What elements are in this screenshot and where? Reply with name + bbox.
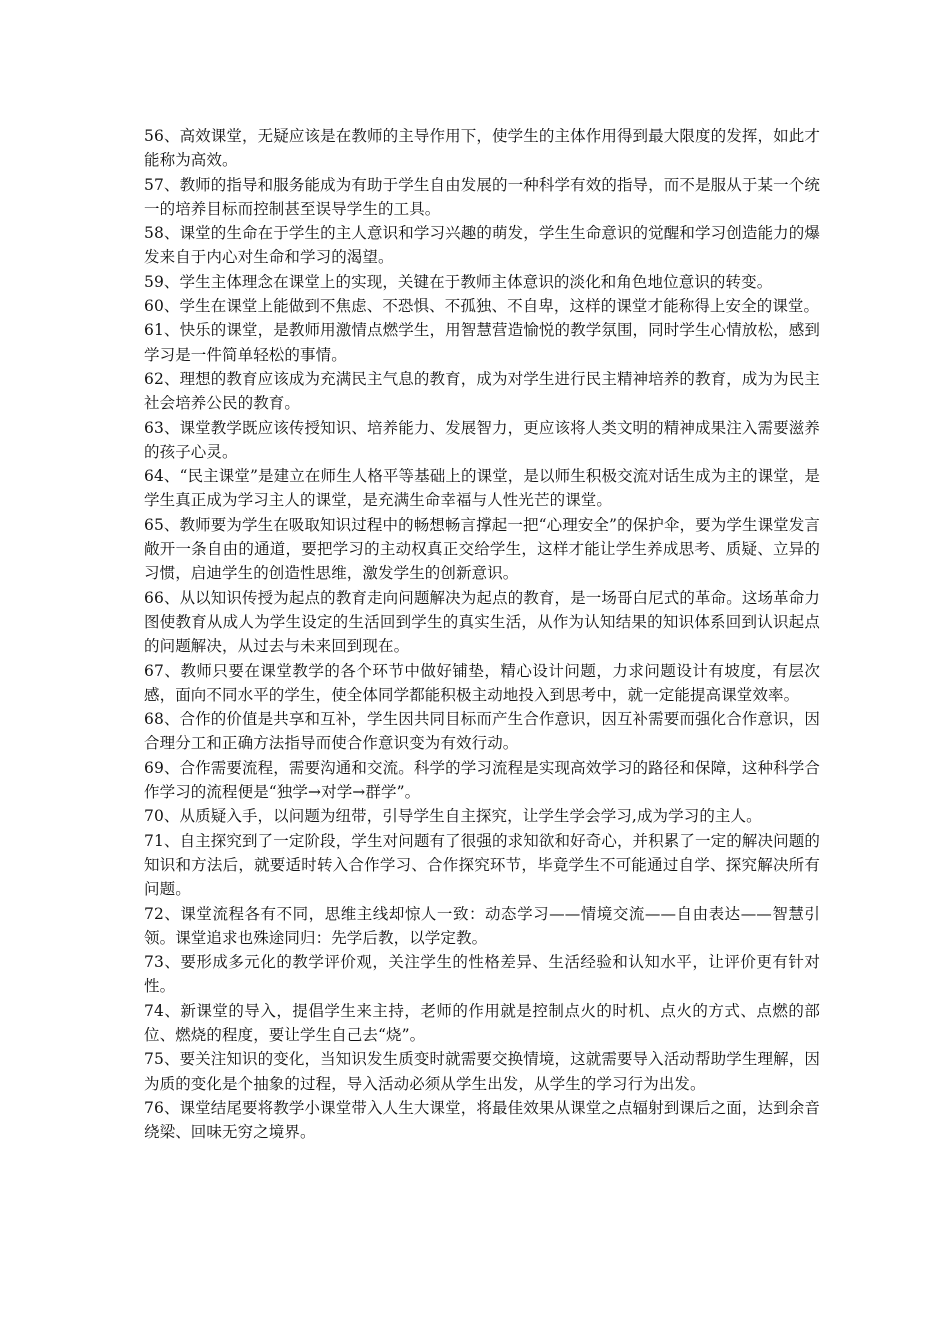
paragraph-76: 76、课堂结尾要将教学小课堂带入人生大课堂，将最佳效果从课堂之点辐射到课后之面，达到余音绕梁、回味无穷之境界。 <box>144 1098 820 1142</box>
paragraph-61: 61、快乐的课堂，是教师用激情点燃学生，用智慧营造愉悦的教学氛围，同时学生心情放松，感到学习是一件简单轻松的事情。 <box>144 321 820 364</box>
paragraph-67: 67、教师只要在课堂教学的各个环节中做好铺垫，精心设计问题，力求问题设计有坡度，有层次感，面向不同水平的学生，使全体同学都能积极主动地投入到思考中，就一定能提高课堂效率。 <box>144 661 820 704</box>
paragraph-57: 57、教师的指导和服务能成为有助于学生自由发展的一种科学有效的指导，而不是服从于某一个统一的培养目标而控制甚至误导学生的工具。 <box>144 175 820 218</box>
paragraph-66: 66、从以知识传授为起点的教育走向问题解决为起点的教育，是一场哥白尼式的革命。这场革命力图使教育从成人为学生设定的生活回到学生的真实生活，从作为认知结果的知识体系回到认识起点的问题解决，从过去与未来回到现在。 <box>144 588 820 656</box>
paragraph-71: 71、自主探究到了一定阶段，学生对问题有了很强的求知欲和好奇心，并积累了一定的解决问题的知识和方法后，就要适时转入合作学习、合作探究环节，毕竟学生不可能通过自学、探究解决所有问题。 <box>144 831 820 899</box>
paragraph-60: 60、学生在课堂上能做到不焦虑、不恐惧、不孤独、不自卑，这样的课堂才能称得上安全的课堂。 <box>144 297 820 316</box>
paragraph-73: 73、要形成多元化的教学评价观，关注学生的性格差异、生活经验和认知水平，让评价更有针对性。 <box>144 953 820 996</box>
paragraph-63: 63、课堂教学既应该传授知识、培养能力、发展智力，更应该将人类文明的精神成果注入需要滋养的孩子心灵。 <box>144 418 820 461</box>
paragraph-62: 62、理想的教育应该成为充满民主气息的教育，成为对学生进行民主精神培养的教育，成为为民主社会培养公民的教育。 <box>144 369 820 413</box>
paragraph-65: 65、教师要为学生在吸取知识过程中的畅想畅言撑起一把“心理安全”的保护伞，要为学生课堂发言敞开一条自由的通道，要把学习的主动权真正交给学生，这样才能让学生养成思考、质疑、立异的习惯，启迪学生的创造性思维，激发学生的创新意识。 <box>144 515 820 583</box>
paragraph-68: 68、合作的价值是共享和互补，学生因共同目标而产生合作意识，因互补需要而强化合作意识，因合理分工和正确方法指导而使合作意识变为有效行动。 <box>144 710 820 753</box>
paragraph-75: 75、要关注知识的变化，当知识发生质变时就需要交换情境，这就需要导入活动帮助学生理解，因为质的变化是个抽象的过程，导入活动必须从学生出发，从学生的学习行为出发。 <box>144 1050 820 1093</box>
paragraph-70: 70、从质疑入手，以问题为纽带，引导学生自主探究，让学生学会学习,成为学习的主人。 <box>144 807 762 826</box>
document-page <box>144 124 820 1144</box>
paragraph-59: 59、学生主体理念在课堂上的实现，关键在于教师主体意识的淡化和角色地位意识的转变。 <box>144 272 773 291</box>
paragraph-56: 56、高效课堂，无疑应该是在教师的主导作用下，使学生的主体作用得到最大限度的发挥，如此才能称为高效。 <box>144 127 820 170</box>
paragraph-69: 69、合作需要流程，需要沟通和交流。科学的学习流程是实现高效学习的路径和保障，这种科学合作学习的流程便是“独学→对学→群学”。 <box>144 758 820 802</box>
paragraph-74: 74、新课堂的导入，提倡学生来主持，老师的作用就是控制点火的时机、点火的方式、点燃的部位、燃烧的程度，要让学生自己去“烧”。 <box>144 1001 820 1044</box>
paragraph-58: 58、课堂的生命在于学生的主人意识和学习兴趣的萌发，学生生命意识的觉醒和学习创造能力的爆发来自于内心对生命和学习的渴望。 <box>144 224 820 267</box>
paragraph-72: 72、课堂流程各有不同，思维主线却惊人一致：动态学习——情境交流——自由表达——智慧引领。课堂追求也殊途同归：先学后教，以学定教。 <box>144 904 820 947</box>
paragraph-64: 64、“民主课堂”是建立在师生人格平等基础上的课堂，是以师生积极交流对话生成为主的课堂，是学生真正成为学习主人的课堂，是充满生命幸福与人性光芒的课堂。 <box>144 467 820 510</box>
